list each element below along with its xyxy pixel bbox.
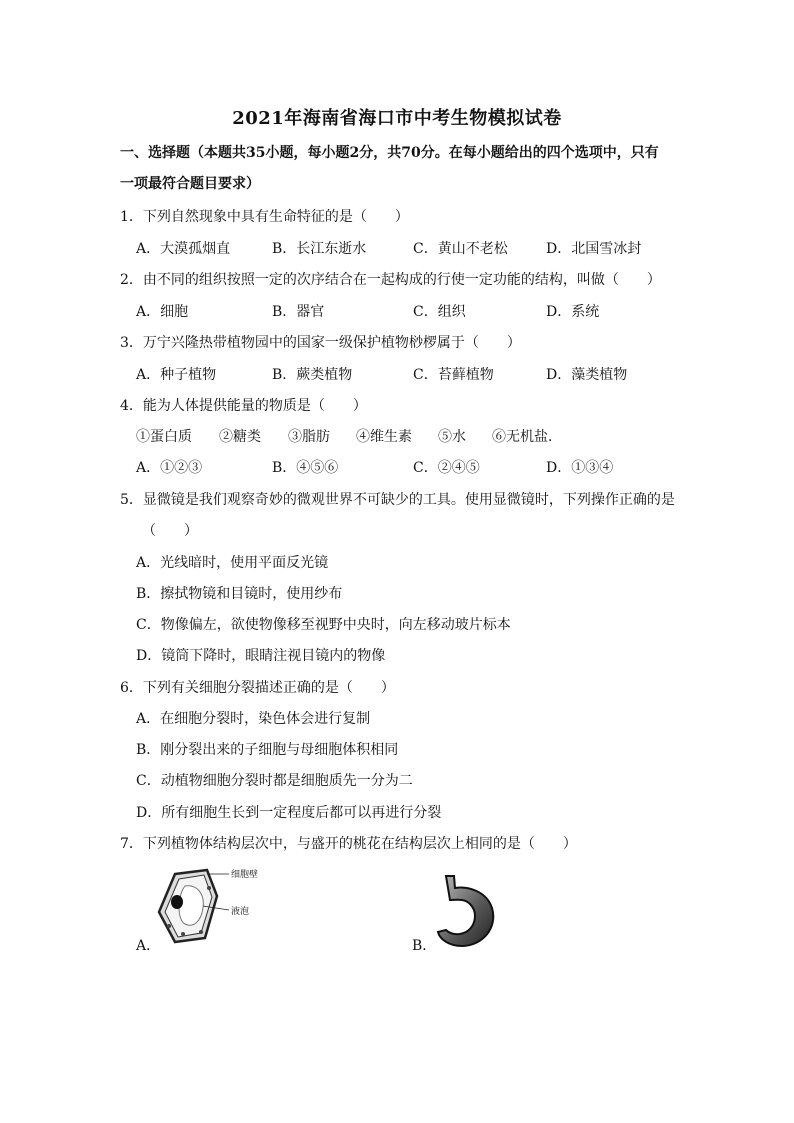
q3-option-d: D．藻类植物	[546, 367, 628, 383]
question-7-stem: 7．下列植物体结构层次中，与盛开的桃花在结构层次上相同的是（ ）	[120, 836, 577, 852]
chloroplast-dot	[181, 932, 185, 936]
q7-option-b-label: B．	[412, 938, 437, 954]
q5-option-a: A．光线暗时，使用平面反光镜	[136, 555, 329, 571]
question-5-stem-continued: （ ）	[142, 523, 198, 539]
question-1-options	[136, 238, 656, 258]
q3-option-b: B．蕨类植物	[272, 367, 353, 383]
q6-option-c: C．动植物细胞分裂时都是细胞质先一分为二	[136, 773, 413, 789]
question-2-options	[136, 301, 656, 321]
q4-option-d: D．①③④	[546, 460, 614, 476]
plant-cell-figure	[155, 866, 295, 946]
question-3-stem: 3．万宁兴隆热带植物园中的国家一级保护植物桫椤属于（ ）	[120, 335, 521, 351]
q1-option-a: A．大漠孤烟直	[136, 241, 231, 257]
question-3-options	[136, 364, 656, 384]
q4-item-2: ②糖类	[219, 429, 261, 445]
q1-option-b: B．长江东逝水	[272, 241, 367, 257]
question-6-stem: 6．下列有关细胞分裂描述正确的是（ ）	[120, 680, 395, 696]
stomach-shape	[438, 876, 493, 946]
vacuole-shape	[179, 886, 203, 925]
cell-wall-label: 细胞壁	[231, 870, 259, 880]
section-header	[120, 138, 680, 200]
section-header-line-2: 一项最符合题目要求）	[120, 176, 260, 192]
q4-option-c: C．②④⑤	[413, 460, 480, 476]
q4-item-3: ③脂肪	[288, 429, 330, 445]
q2-option-b: B．器官	[272, 304, 325, 320]
q2-option-d: D．系统	[546, 304, 600, 320]
vacuole-label: 液泡	[231, 907, 250, 917]
q4-option-a: A．①②③	[136, 460, 203, 476]
q6-option-d: D．所有细胞生长到一定程度后都可以再进行分裂	[136, 805, 442, 821]
q1-option-c: C．黄山不老松	[413, 241, 508, 257]
q1-option-d: D．北国雪冰封	[546, 241, 642, 257]
q6-option-a: A．在细胞分裂时，染色体会进行复制	[136, 711, 371, 727]
section-header-line-1: 一、选择题（本题共35小题，每小题2分，共70分。在每小题给出的四个选项中，只有	[120, 145, 659, 161]
question-2-stem: 2．由不同的组织按照一定的次序结合在一起构成的行使一定功能的结构，叫做（ ）	[120, 272, 661, 288]
exam-title: 2021年海南省海口市中考生物模拟试卷	[232, 108, 562, 129]
q7-option-a-label: A．	[136, 938, 161, 954]
question-4-stem: 4．能为人体提供能量的物质是（ ）	[120, 398, 367, 414]
nucleus-shape	[171, 895, 183, 909]
q4-option-b: B．④⑤⑥	[272, 460, 339, 476]
q2-option-a: A．细胞	[136, 304, 189, 320]
stomach-figure	[436, 874, 500, 950]
q5-option-d: D．镜筒下降时，眼睛注视目镜内的物像	[136, 648, 386, 664]
q2-option-c: C．组织	[413, 304, 466, 320]
stomach-icon	[436, 874, 500, 950]
q4-item-6: ⑥无机盐．	[492, 429, 562, 445]
question-5-stem: 5．显微镜是我们观察奇妙的微观世界不可缺少的工具。使用显微镜时，下列操作正确的是	[120, 492, 675, 508]
q4-item-5: ⑤水	[438, 429, 466, 445]
q6-option-b: B．刚分裂出来的子细胞与母细胞体积相同	[136, 742, 399, 758]
chloroplast-dot	[207, 886, 211, 890]
q5-option-c: C．物像偏左，欲使物像移至视野中央时，向左移动玻片标本	[136, 617, 511, 633]
q3-option-c: C．苔藓植物	[413, 367, 494, 383]
q3-option-a: A．种子植物	[136, 367, 217, 383]
q4-item-4: ④维生素	[356, 429, 412, 445]
q4-item-1: ①蛋白质	[136, 429, 192, 445]
chloroplast-dot	[167, 924, 171, 928]
plant-cell-diagram	[155, 866, 295, 946]
q5-option-b: B．擦拭物镜和目镜时，使用纱布	[136, 586, 343, 602]
question-4-options	[136, 457, 656, 477]
question-1-stem: 1．下列自然现象中具有生命特征的是（ ）	[120, 209, 409, 225]
chloroplast-dot	[199, 930, 203, 934]
question-4-items	[136, 426, 656, 446]
